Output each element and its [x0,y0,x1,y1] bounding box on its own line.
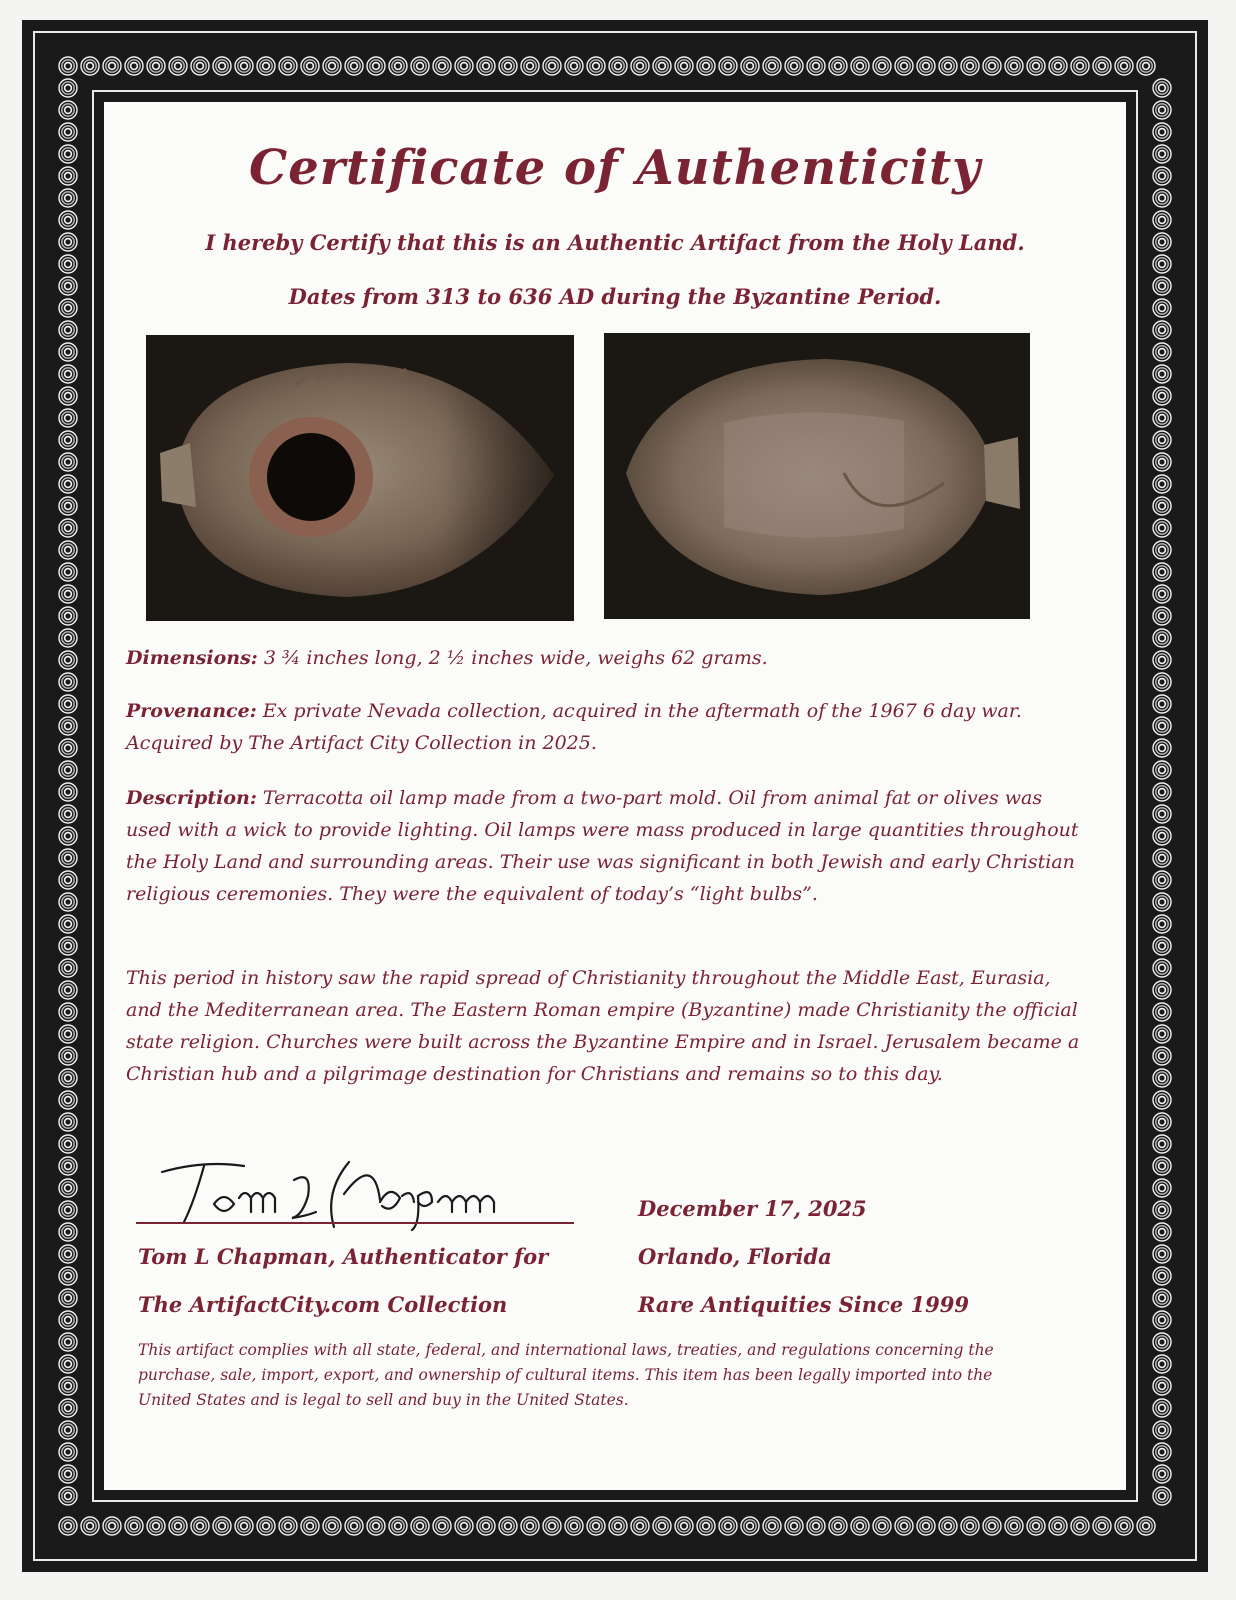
dimensions-text: 3 ¾ inches long, 2 ½ inches wide, weighs 62 grams. [257,647,768,669]
description-text: Terracotta oil lamp made from a two-part mold. Oil from animal fat or olives was used with a wick to provide lighting. Oil lamps were mass produced in large quantities throughout the Holy Land and surrounding areas. Their use was significant in both Jewish and early Christian religious ceremonies. They were the equivalent of today’s “light bulbs”. [126,787,1079,905]
handwritten-signature [144,1132,554,1242]
collection-name: The ArtifactCity.com Collection [138,1292,508,1317]
certificate-place: Orlando, Florida [638,1244,832,1269]
date-range-statement: Dates from 313 to 636 AD during the Byzantine Period. [288,284,942,309]
certificate-body [104,102,1126,1490]
certify-statement: I hereby Certify that this is an Authentic Artifact from the Holy Land. [205,230,1025,255]
certificate-date: December 17, 2025 [638,1196,867,1221]
legal-notice: This artifact complies with all state, federal, and international laws, treaties, and regulations concerning the purchase, sale, import, export, and ownership of cultural items. This item has been legally imported into the United States and is legal to sell and buy in the United States. [138,1341,994,1409]
provenance-text: Ex private Nevada collection, acquired in the aftermath of the 1967 6 day war. Acquired by The Artifact City Collection in 2025. [126,700,1022,754]
dimensions-paragraph [126,642,1086,674]
history-paragraph: This period in history saw the rapid spread of Christianity throughout the Middle East, Eurasia, and the Mediterranean area. The Eastern Roman empire (Byzantine) made Christianity the official state religion. Churches were built across the Byzantine Empire and in Israel. Jerusalem became a Christian hub and a pilgrimage destination for Christians and remains so to this day. [126,967,1080,1085]
authenticator-name: Tom L Chapman, Authenticator for [138,1244,549,1269]
certificate-title: Certificate of Authenticity [248,140,982,196]
dimensions-label: Dimensions: [126,647,258,669]
signature-line [136,1222,574,1224]
provenance-paragraph [126,695,1086,759]
company-tagline: Rare Antiquities Since 1999 [638,1292,969,1317]
artifact-photo-top [146,335,574,621]
description-paragraph [126,782,1086,910]
description-label: Description: [126,787,257,809]
provenance-label: Provenance: [126,700,257,722]
artifact-photo-bottom [604,333,1030,619]
